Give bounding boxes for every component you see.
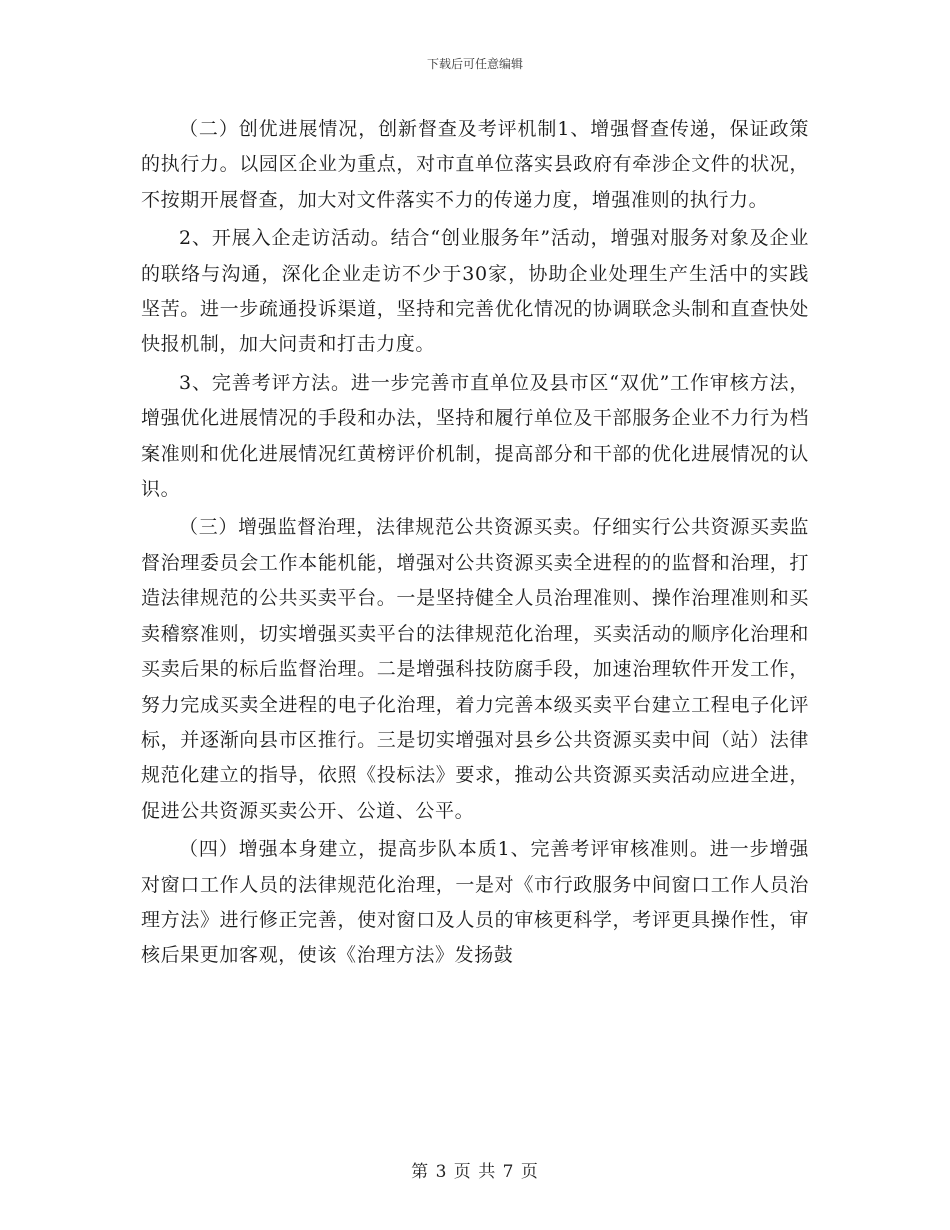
paragraph-section-2: （二）创优进展情况，创新督查及考评机制1、增强督查传递，保证政策的执行力。以园区企业为重点，对市直单位落实县政府有牵涉企文件的状况，不按期开展督查，加大对文件落实不力的传递力度，增强准则的执行力。 <box>141 118 809 211</box>
paragraph-section-4: （四）增强本身建立，提高步队本质1、完善考评审核准则。进一步增强对窗口工作人员的法律规范化治理，一是对《市行政服务中间窗口工作人员治理方法》进行修正完善，使对窗口及人员的审核更科学，考评更具操作性，审核后果更加客观，使该《治理方法》发扬鼓 <box>141 838 809 967</box>
paragraph-item-3: 3、完善考评方法。进一步完善市直单位及县市区“双优”工作审核方法，增强优化进展情况的手段和办法，坚持和履行单位及干部服务企业不力行为档案准则和优化进展情况红黄榜评价机制，提高部分和干部的优化进展情况的认识。 <box>141 371 809 501</box>
page-footer-number: 第 3 页 共 7 页 <box>411 1162 539 1182</box>
paragraph-item-2: 2、开展入企走访活动。结合“创业服务年”活动，增强对服务对象及企业的联络与沟通，深化企业走访不少于30家，协助企业处理生产生活中的实践坚苦。进一步疏通投诉渠道，坚持和完善优化情况的协调联念头制和直查快处快报机制，加大问责和打击力度。 <box>141 227 809 356</box>
paragraph-section-3: （三）增强监督治理，法律规范公共资源买卖。仔细实行公共资源买卖监督治理委员会工作本能机能，增强对公共资源买卖全进程的的监督和治理，打造法律规范的公共买卖平台。一是坚持健全人员治理准则、操作治理准则和买卖稽察准则，切实增强买卖平台的法律规范化治理，买卖活动的顺序化治理和买卖后果的标后监督治理。二是增强科技防腐手段，加速治理软件开发工作，努力完成买卖全进程的电子化治理，着力完善本级买卖平台建立工程电子化评标，并逐渐向县市区推行。三是切实增强对县乡公共资源买卖中间（站）法律规范化建立的指导，依照《投标法》要求，推动公共资源买卖活动应进全进，促进公共资源买卖公开、公道、公平。 <box>141 516 809 822</box>
page-header-note: 下载后可任意编辑 <box>426 57 523 71</box>
document-body <box>141 112 809 974</box>
